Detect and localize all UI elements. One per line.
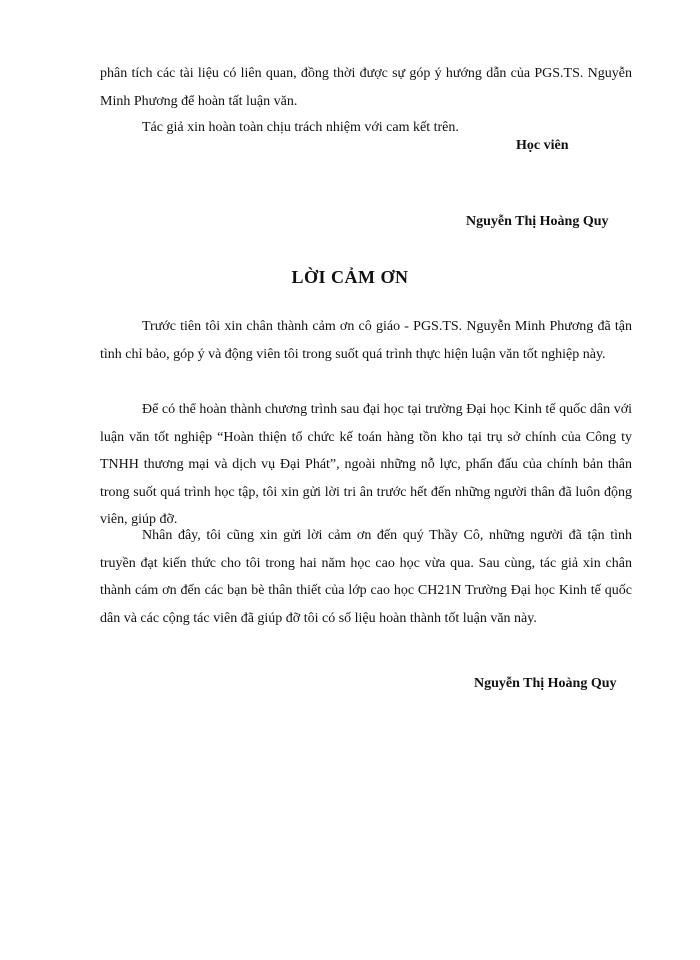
commitment-author-signature: Nguyễn Thị Hoàng Quy [466, 214, 609, 229]
acknowledgement-author-signature: Nguyễn Thị Hoàng Quy [474, 676, 617, 691]
acknowledgement-paragraph-1: Trước tiên tôi xin chân thành cảm ơn cô giáo - PGS.TS. Nguyễn Minh Phương đã tận tình chỉ bảo, góp ý và động viên tôi trong suốt quá trình thực hiện luận văn tốt nghiệp này. [100, 319, 632, 362]
role-label: Học viên [516, 138, 569, 153]
acknowledgement-title: LỜI CẢM ƠN [291, 267, 409, 287]
acknowledgement-paragraph-3: Nhân đây, tôi cũng xin gửi lời cảm ơn đến quý Thầy Cô, những người đã tận tình truyền đạt kiến thức cho tôi trong hai năm học cao học vừa qua. Sau cùng, tác giả xin chân thành cám ơn đến các bạn bè thân thiết của lớp cao học CH21N Trường Đại học Kinh tế quốc dân và các cộng tác viên đã giúp đỡ tôi có số liệu hoàn thành tốt luận văn này. [100, 528, 632, 626]
responsibility-statement: Tác giả xin hoàn toàn chịu trách nhiệm với cam kết trên. [142, 120, 459, 135]
acknowledgement-paragraph-2: Để có thể hoàn thành chương trình sau đại học tại trường Đại học Kinh tế quốc dân với luận văn tốt nghiệp “Hoàn thiện tổ chức kế toán hàng tồn kho tại trụ sở chính của Công ty TNHH thương mại và dịch vụ Đại Phát”, ngoài những nỗ lực, phấn đấu của chính bản thân trong suốt quá trình học tập, tôi xin gửi lời tri ân trước hết đến những người thân đã luôn động viên, giúp đỡ. [100, 402, 632, 527]
commitment-paragraph-continued: phân tích các tài liệu có liên quan, đồng thời được sự góp ý hướng dẫn của PGS.TS. Nguyễn Minh Phương để hoàn tất luận văn. [100, 66, 632, 109]
